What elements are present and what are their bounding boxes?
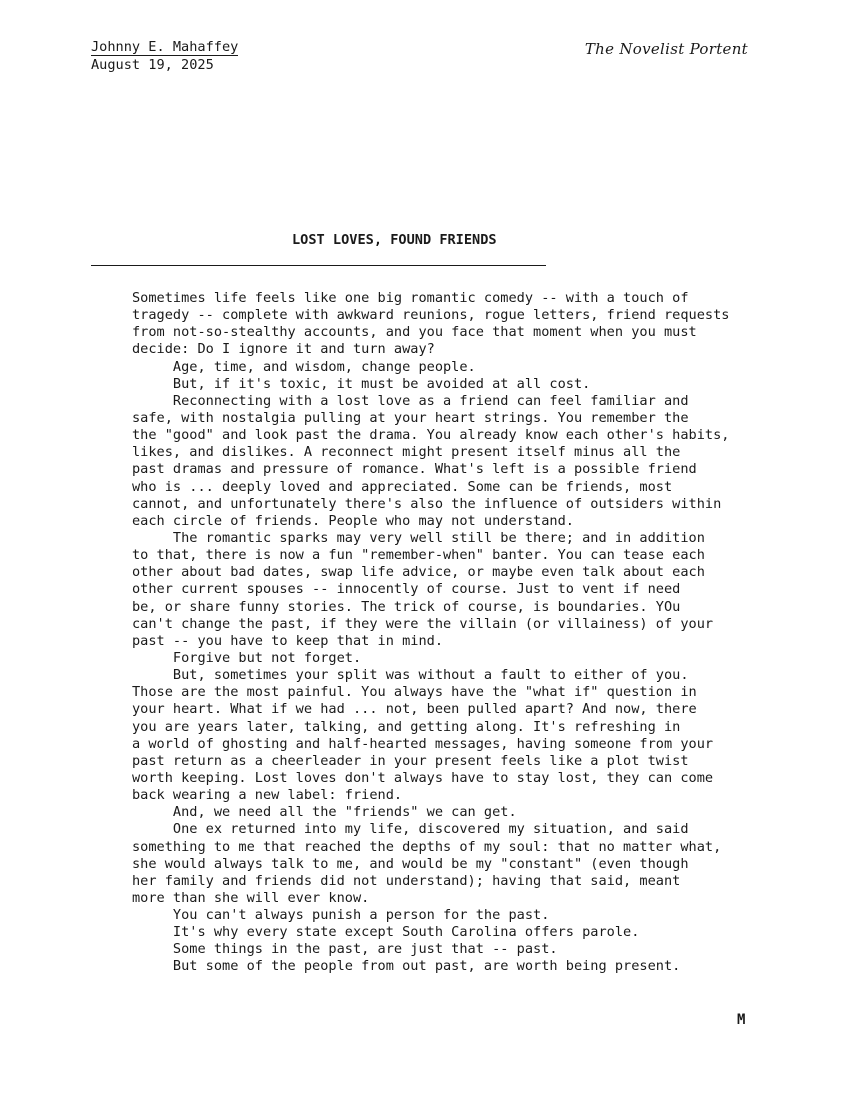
article-date: August 19, 2025 bbox=[91, 56, 214, 73]
article-title: LOST LOVES, FOUND FRIENDS bbox=[292, 232, 497, 248]
body-line: something to me that reached the depths of my soul: that no matter what, bbox=[132, 838, 722, 855]
body-line: from not-so-stealthy accounts, and you face that moment when you must bbox=[132, 324, 697, 341]
body-line: One ex returned into my life, discovered my situation, and said bbox=[132, 821, 689, 838]
publication-name: The Novelist Portent bbox=[584, 40, 748, 58]
body-line: you are years later, talking, and getting along. It's refreshing in bbox=[132, 718, 681, 735]
body-line: more than she will ever know. bbox=[132, 889, 370, 906]
body-line: worth keeping. Lost loves don't always have to stay lost, they can come bbox=[132, 769, 714, 786]
body-line: who is ... deeply loved and appreciated. Some can be friends, most bbox=[132, 478, 673, 495]
body-line: her family and friends did not understand); having that said, meant bbox=[132, 872, 681, 889]
body-line: Age, time, and wisdom, change people. bbox=[132, 358, 476, 375]
body-line: Sometimes life feels like one big romantic comedy -- with a touch of bbox=[132, 290, 689, 306]
body-line: safe, with nostalgia pulling at your heart strings. You remember the bbox=[132, 409, 689, 426]
body-line: tragedy -- complete with awkward reunions, rogue letters, friend requests bbox=[132, 307, 730, 324]
body-line: Some things in the past, are just that -- past. bbox=[132, 941, 558, 958]
author-name: Johnny E. Mahaffey bbox=[91, 39, 239, 55]
article-body bbox=[132, 290, 772, 976]
body-line: But, if it's toxic, it must be avoided at all cost. bbox=[132, 375, 591, 392]
title-underline bbox=[91, 265, 546, 266]
body-line: be, or share funny stories. The trick of course, is boundaries. YOu bbox=[132, 598, 681, 615]
body-line: other current spouses -- innocently of course. Just to vent if need bbox=[132, 581, 681, 598]
body-line: You can't always punish a person for the past. bbox=[132, 907, 550, 924]
body-line: And, we need all the "friends" we can get. bbox=[132, 804, 517, 821]
page-marker: M bbox=[737, 1012, 746, 1028]
body-line: past return as a cheerleader in your present feels like a plot twist bbox=[132, 752, 689, 769]
body-line: the "good" and look past the drama. You already know each other's habits, bbox=[132, 427, 730, 444]
body-line: decide: Do I ignore it and turn away? bbox=[132, 341, 435, 358]
body-line: Reconnecting with a lost love as a friend can feel familiar and bbox=[132, 392, 689, 409]
body-line: other about bad dates, swap life advice, or maybe even talk about each bbox=[132, 564, 705, 581]
body-line: each circle of friends. People who may not understand. bbox=[132, 512, 574, 529]
body-line: past -- you have to keep that in mind. bbox=[132, 632, 443, 649]
body-line: The romantic sparks may very well still be there; and in addition bbox=[132, 529, 705, 546]
body-line: cannot, and unfortunately there's also the influence of outsiders within bbox=[132, 495, 722, 512]
body-line: a world of ghosting and half-hearted messages, having someone from your bbox=[132, 735, 714, 752]
body-line: your heart. What if we had ... not, been pulled apart? And now, there bbox=[132, 701, 697, 718]
body-line: But some of the people from out past, are worth being present. bbox=[132, 958, 681, 975]
body-line: she would always talk to me, and would be my "constant" (even though bbox=[132, 855, 689, 872]
body-line: likes, and dislikes. A reconnect might present itself minus all the bbox=[132, 444, 681, 461]
body-line: Those are the most painful. You always have the "what if" question in bbox=[132, 684, 697, 701]
body-line: to that, there is now a fun "remember-when" banter. You can tease each bbox=[132, 547, 705, 564]
body-line: Forgive but not forget. bbox=[132, 649, 362, 666]
body-line: past dramas and pressure of romance. What's left is a possible friend bbox=[132, 461, 697, 478]
body-line: But, sometimes your split was without a fault to either of you. bbox=[132, 667, 689, 684]
body-line: can't change the past, if they were the villain (or villainess) of your bbox=[132, 615, 714, 632]
body-line: It's why every state except South Carolina offers parole. bbox=[132, 924, 640, 941]
author-block bbox=[91, 39, 238, 74]
body-line: back wearing a new label: friend. bbox=[132, 787, 403, 804]
